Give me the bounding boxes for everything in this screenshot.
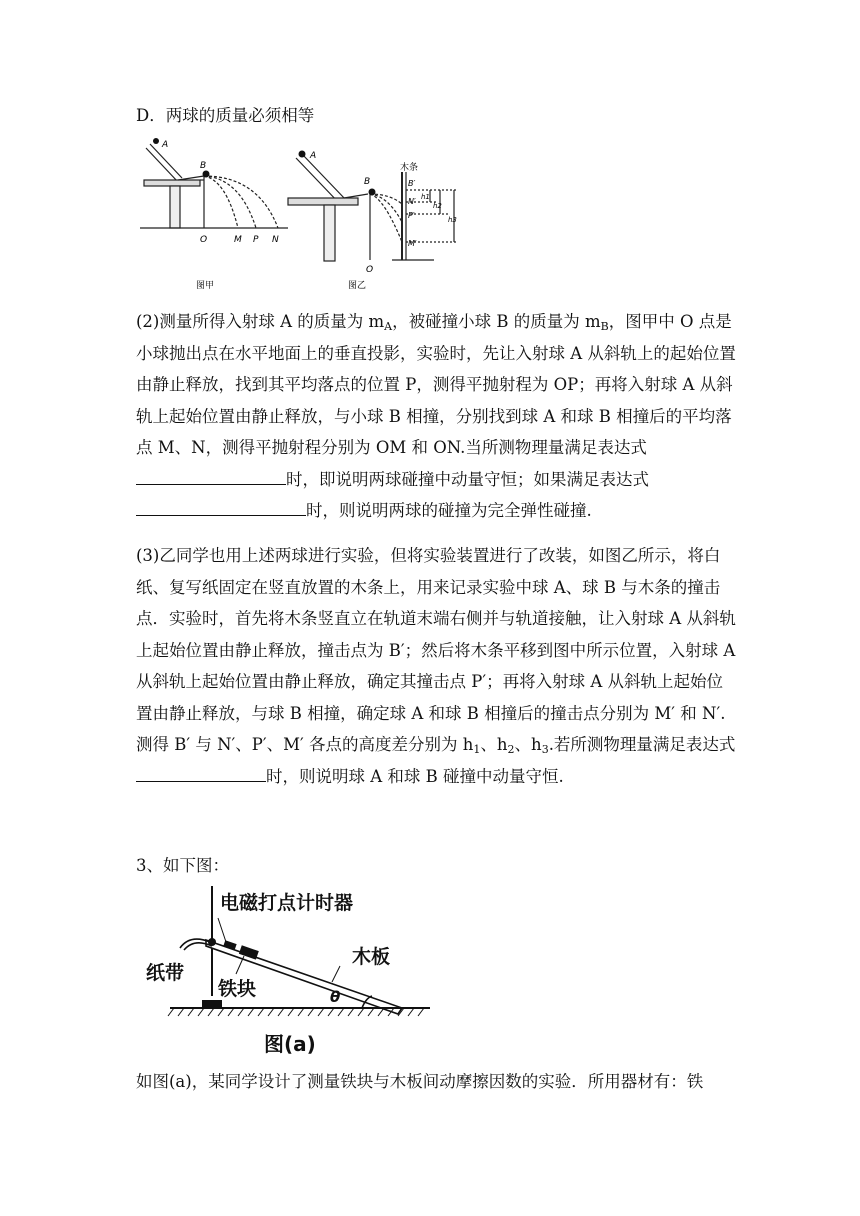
option-d-text: D．两球的质量必须相等 <box>136 106 315 125</box>
yi-label-h1: h1 <box>421 193 430 201</box>
question-3-paragraph <box>136 540 736 792</box>
jia-ball-a <box>153 138 159 144</box>
yi-stand <box>324 205 335 261</box>
board-label: 木板 <box>352 946 391 968</box>
question-3-text: (3)乙同学也用上述两球进行实验，但将实验装置进行了改装，如图乙所示，将白纸、复写纸固定在竖直放置的木条上，用来记录实验中球 A、球 B 与木条的撞击点．实验时，首先将木条竖直立在轨道末端右侧并与轨道接触，让入射球 A 从斜轨上起始位置由静止释放，撞击点为 B′；然后将木条平移到图中所示位置，入射球 A 从斜轨上起始位置由静止释放，确定其撞击点 P′；再将入射球 A 从斜轨上起始位置由静止释放，与球 B 相撞，确定球 A 和球 B 相撞后的撞击点分别为 M′ 和 N′.测得 B′ 与 N′、P′、M′ 各点的高度差分别为 $h_1$、$h_2$、$h_3$.若所测物理量满足表达式时，则说明球 A 和球 B 碰撞中动量守恒. <box>136 546 736 786</box>
jia-rail-bottom <box>146 148 178 182</box>
yi-rail-bottom <box>296 158 340 204</box>
jia-label-p: P <box>253 235 259 245</box>
jia-trajectory-p <box>204 176 256 228</box>
block-label: 铁块 <box>218 978 257 1000</box>
section-3-heading <box>136 850 736 882</box>
collision-apparatus-svg <box>138 136 468 296</box>
timer-label: 电磁打点计时器 <box>220 892 354 914</box>
yi-caption: 图乙 <box>348 281 367 291</box>
yi-label-m-prime: M′ <box>408 239 417 248</box>
last-line <box>136 1066 736 1098</box>
yi-label-b-prime: B′ <box>408 179 416 188</box>
jia-label-o: O <box>200 235 208 245</box>
jia-ball-b <box>203 171 210 178</box>
pole-base <box>202 1000 222 1008</box>
yi-label-o: O <box>366 265 374 275</box>
timer-point <box>208 938 216 946</box>
answer-blank-elastic[interactable] <box>136 497 306 516</box>
figure-collision-apparatus <box>138 136 468 300</box>
yi-label-n-prime: N′ <box>408 197 416 206</box>
figure-jia <box>140 144 288 228</box>
figure-friction-experiment <box>140 884 440 1056</box>
tape-label: 纸带 <box>146 962 185 984</box>
answer-blank-momentum[interactable] <box>136 466 286 485</box>
yi-platform <box>288 198 358 205</box>
yi-wood-label: 木条 <box>400 163 419 173</box>
yi-ball-b <box>369 189 376 196</box>
jia-label-m: M <box>234 235 242 245</box>
figure-a-caption: 图(a) <box>264 1032 316 1056</box>
yi-ball-a <box>299 151 306 158</box>
jia-trajectory-n <box>204 176 278 228</box>
answer-blank-strip-momentum[interactable] <box>136 763 266 782</box>
yi-label-p-prime: P′ <box>408 211 415 220</box>
option-d <box>136 100 736 132</box>
jia-label-a: A <box>162 140 169 150</box>
jia-stand <box>170 186 180 228</box>
angle-label: θ <box>330 988 341 1006</box>
yi-label-h2: h2 <box>433 202 442 210</box>
jia-platform <box>144 180 200 186</box>
jia-label-b: B <box>200 161 207 171</box>
yi-label-h3: h3 <box>448 216 457 224</box>
section-3-heading-text: 3、如下图： <box>136 856 229 875</box>
last-line-text: 如图(a)，某同学设计了测量铁块与木板间动摩擦因数的实验．所用器材有：铁 <box>136 1072 704 1091</box>
jia-label-n: N <box>272 235 279 245</box>
yi-label-a: A <box>310 151 317 161</box>
jia-trajectory-m <box>204 176 238 228</box>
yi-label-b: B <box>364 177 371 187</box>
question-2-paragraph <box>136 306 736 527</box>
question-2-text: (2)测量所得入射球 A 的质量为 $m_A$，被碰撞小球 B 的质量为 $m_B$，图甲中 O 点是小球抛出点在水平地面上的垂直投影，实验时，先让入射球 A 从斜轨上的起始位置由静止释放，找到其平均落点的位置 P，测得平抛射程为 OP；再将入射球 A 从斜轨上起始位置由静止释放，与小球 B 相撞，分别找到球 A 和球 B 相撞后的平均落点 M、N，测得平抛射程分别为 OM 和 ON.当所测物理量满足表达式时，即说明两球碰撞中动量守恒；如果满足表达式 时，则说明两球的碰撞为完全弹性碰撞. <box>136 312 736 520</box>
yi-rail-top <box>302 154 346 200</box>
jia-caption: 图甲 <box>196 281 215 291</box>
